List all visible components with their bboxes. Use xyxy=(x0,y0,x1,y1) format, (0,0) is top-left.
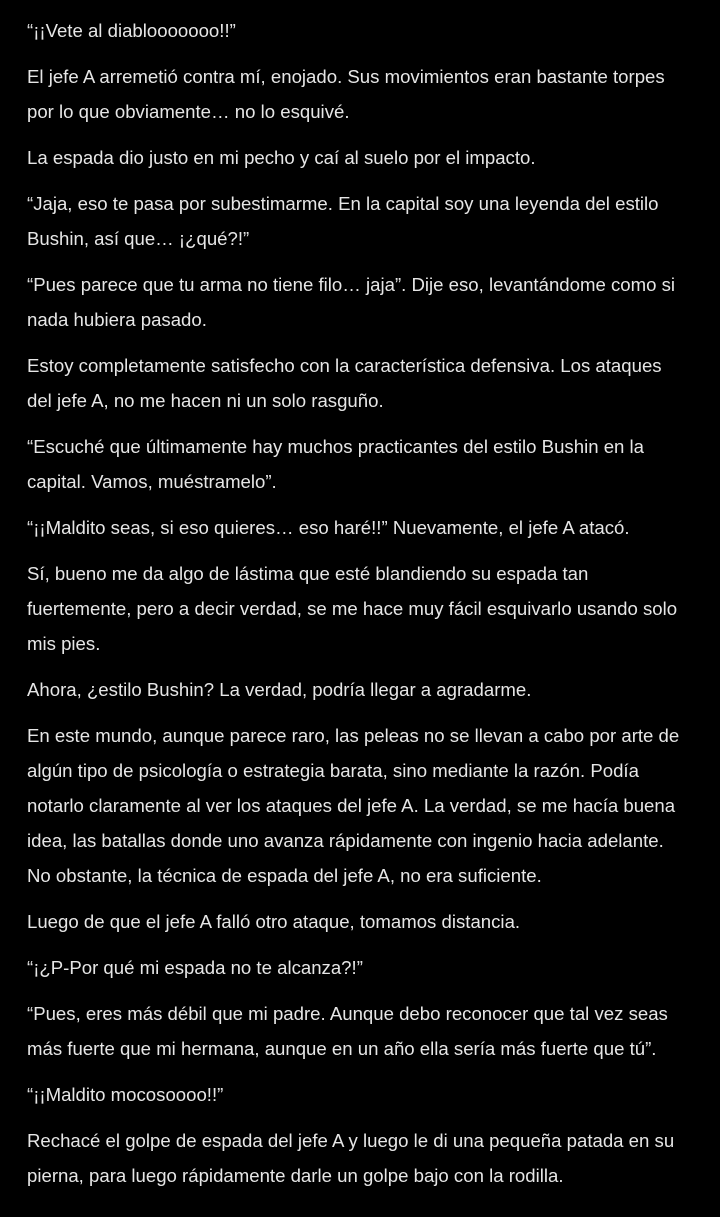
paragraph: El jefe A arremetió contra mí, enojado. Sus movimientos eran bastante torpes por lo que obviamente… no lo esquivé. xyxy=(27,66,665,122)
paragraph: “¡¡Vete al diablooooooo!!” xyxy=(27,20,236,41)
paragraph: Luego de que el jefe A falló otro ataque, tomamos distancia. xyxy=(27,911,521,932)
paragraph: “Pues parece que tu arma no tiene filo… jaja”. Dije eso, levantándome como si nada hubiera pasado. xyxy=(27,274,676,330)
paragraph: “Jaja, eso te pasa por subestimarme. En la capital soy una leyenda del estilo Bushin, así que… ¡¿qué?!” xyxy=(27,193,659,249)
paragraph: “Escuché que últimamente hay muchos practicantes del estilo Bushin en la capital. Vamos, muéstramelo”. xyxy=(27,436,645,492)
paragraph: En este mundo, aunque parece raro, las peleas no se llevan a cabo por arte de algún tipo de psicología o estrategia barata, sino mediante la razón. Podía notarlo claramente al ver los ataques del jefe A. La verdad, se me hacía buena idea, las batallas donde uno avanza rápidamente con ingenio hacia adelante. No obstante, la técnica de espada del jefe A, no era suficiente. xyxy=(27,725,680,886)
paragraph: “¡¡Maldito mocosoooo!!” xyxy=(27,1084,224,1105)
paragraph: “¡¡Maldito seas, si eso quieres… eso haré!!” Nuevamente, el jefe A atacó. xyxy=(27,517,630,538)
paragraph: “Pues, eres más débil que mi padre. Aunque debo reconocer que tal vez seas más fuerte que mi hermana, aunque en un año ella sería más fuerte que tú”. xyxy=(27,1003,668,1059)
paragraph: Rechacé el golpe de espada del jefe A y luego le di una pequeña patada en su pierna, para luego rápidamente darle un golpe bajo con la rodilla. xyxy=(27,1130,675,1186)
paragraph: La espada dio justo en mi pecho y caí al suelo por el impacto. xyxy=(27,147,536,168)
paragraph: Sí, bueno me da algo de lástima que esté blandiendo su espada tan fuertemente, pero a decir verdad, se me hace muy fácil esquivarlo usando solo mis pies. xyxy=(27,563,678,654)
paragraph: “¡¿P-Por qué mi espada no te alcanza?!” xyxy=(27,957,363,978)
paragraph: Ahora, ¿estilo Bushin? La verdad, podría llegar a agradarme. xyxy=(27,679,532,700)
paragraph: Estoy completamente satisfecho con la característica defensiva. Los ataques del jefe A, no me hacen ni un solo rasguño. xyxy=(27,355,662,411)
